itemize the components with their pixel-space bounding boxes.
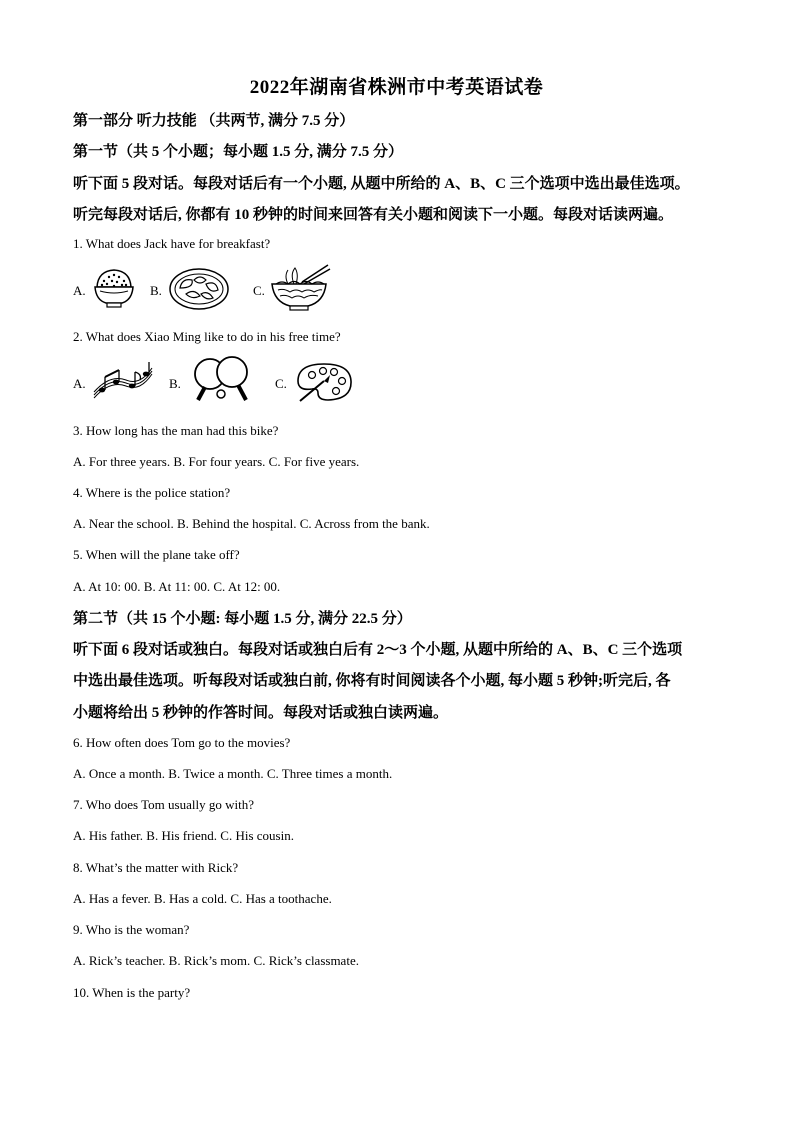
section2-instruction-3: 小题将给出 5 秒钟的作答时间。每段对话或独白读两遍。 [73, 705, 449, 721]
question-2: 2. What does Xiao Ming like to do in his free time? [73, 329, 341, 344]
exam-title: 2022年湖南省株洲市中考英语试卷 [249, 77, 544, 98]
q2-option-a-label: A. [73, 376, 86, 391]
question-5: 5. When will the plane take off? [73, 547, 240, 562]
part1-heading: 第一部分 听力技能 （共两节, 满分 7.5 分） [73, 113, 355, 129]
section1-heading: 第一节（共 5 个小题；每小题 1.5 分, 满分 7.5 分） [73, 144, 404, 160]
question-5-options: A. At 10: 00. B. At 11: 00. C. At 12: 00. [73, 579, 281, 594]
music-notes-icon [90, 360, 156, 402]
noodles-bowl-icon [268, 262, 332, 312]
question-9: 9. Who is the woman? [73, 922, 190, 937]
q2-option-b-label: B. [169, 376, 181, 391]
question-9-options: A. Rick’s teacher. B. Rick’s mom. C. Rick’s classmate. [73, 953, 359, 968]
question-10: 10. When is the party? [73, 985, 191, 1000]
section2-instruction-1: 听下面 6 段对话或独白。每段对话或独白后有 2～3 个小题, 从题中所给的 A、B、C 三个选项 [73, 642, 683, 658]
question-1: 1. What does Jack have for breakfast? [73, 236, 271, 251]
section1-instruction-2: 听完每段对话后, 你都有 10 秒钟的时间来回答有关小题和阅读下一小题。每段对话读两遍。 [73, 207, 674, 223]
section2-instruction-2: 中选出最佳选项。听每段对话或独白前, 你将有时间阅读各个小题, 每小题 5 秒钟;听完后, 各 [73, 673, 671, 689]
question-3-options: A. For three years. B. For four years. C. For five years. [73, 454, 360, 469]
section2-heading: 第二节（共 15 个小题: 每小题 1.5 分, 满分 22.5 分） [73, 611, 412, 627]
dumplings-plate-icon [168, 266, 230, 312]
paint-palette-icon [294, 361, 354, 403]
section1-instruction-1: 听下面 5 段对话。每段对话后有一个小题, 从题中所给的 A、B、C 三个选项中选出最佳选项。 [73, 176, 690, 192]
question-4: 4. Where is the police station? [73, 485, 231, 500]
q1-option-b-label: B. [150, 283, 162, 298]
question-8: 8. What’s the matter with Rick? [73, 860, 239, 875]
question-3: 3. How long has the man had this bike? [73, 423, 279, 438]
q1-option-c-label: C. [253, 283, 265, 298]
question-7: 7. Who does Tom usually go with? [73, 797, 254, 812]
question-6-options: A. Once a month. B. Twice a month. C. Three times a month. [73, 766, 393, 781]
question-7-options: A. His father. B. His friend. C. His cousin. [73, 828, 294, 843]
question-4-options: A. Near the school. B. Behind the hospital. C. Across from the bank. [73, 516, 430, 531]
question-6: 6. How often does Tom go to the movies? [73, 735, 291, 750]
q2-option-c-label: C. [275, 376, 287, 391]
question-8-options: A. Has a fever. B. Has a cold. C. Has a toothache. [73, 891, 332, 906]
ping-pong-icon [188, 356, 254, 406]
q1-option-a-label: A. [73, 283, 86, 298]
rice-bowl-icon [92, 267, 136, 309]
